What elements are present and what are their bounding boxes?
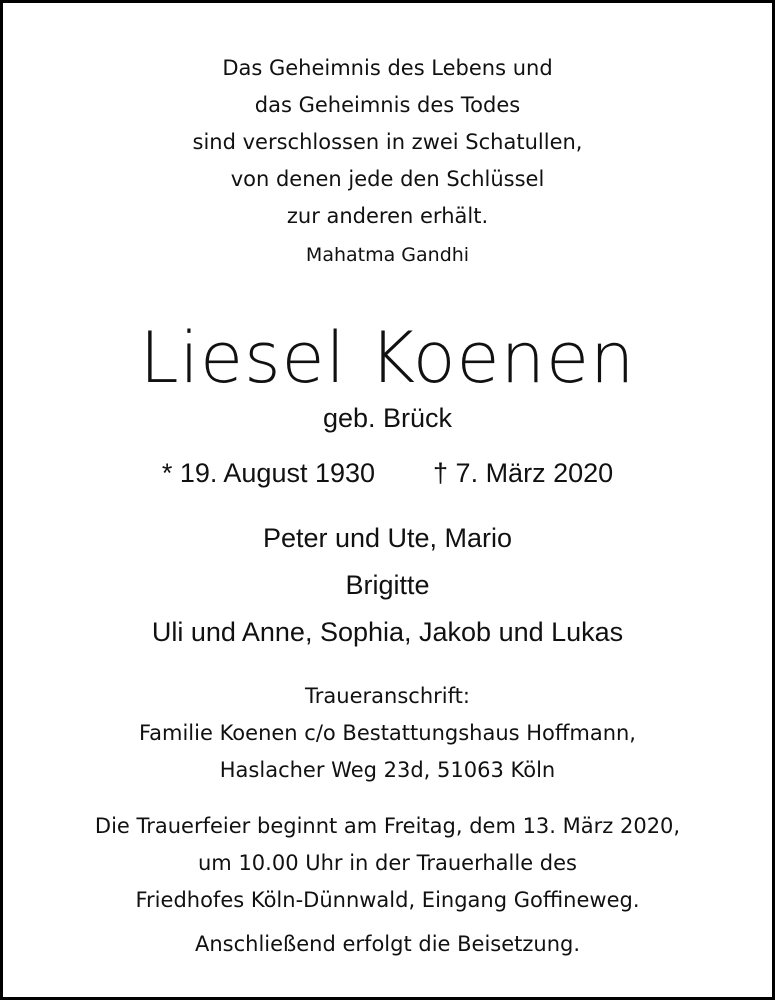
ceremony-line: Friedhofes Köln-Dünnwald, Eingang Goffineweg. [135,888,640,912]
burial-info: Anschließend erfolgt die Beisetzung. [194,932,581,956]
address-label: Traueranschrift: [305,684,470,708]
death-date: † 7. März 2020 [433,458,614,488]
maiden-name: geb. Brück [322,403,453,433]
life-dates [3,450,772,496]
quote [3,50,772,235]
ceremony-line: Die Trauerfeier beginnt am Freitag, dem 13. März 2020, [94,814,681,838]
quote-line: das Geheimnis des Todes [254,93,521,117]
mourner-line: Uli und Anne, Sophia, Jakob und Lukas [151,617,624,647]
mourner-line: Peter und Ute, Mario [262,523,513,553]
quote-line: Das Geheimnis des Lebens und [222,56,553,80]
address-line: Familie Koenen c/o Bestattungshaus Hoffmann, [139,721,636,745]
quote-line: von denen jede den Schlüssel [230,167,545,191]
quote-line: zur anderen erhält. [286,204,489,228]
funeral-ceremony-info [3,808,772,919]
mourner-line: Brigitte [345,570,430,600]
address-line: Haslacher Weg 23d, 51063 Köln [219,758,556,782]
ceremony-line: um 10.00 Uhr in der Trauerhalle des [198,851,577,875]
mourners [3,515,772,656]
birth-date: * 19. August 1930 [161,458,376,488]
quote-line: sind verschlossen in zwei Schatullen, [192,130,583,154]
mourning-address [3,678,772,789]
deceased-name: Liesel Koenen [139,317,636,399]
quote-author: Mahatma Gandhi [305,244,470,266]
